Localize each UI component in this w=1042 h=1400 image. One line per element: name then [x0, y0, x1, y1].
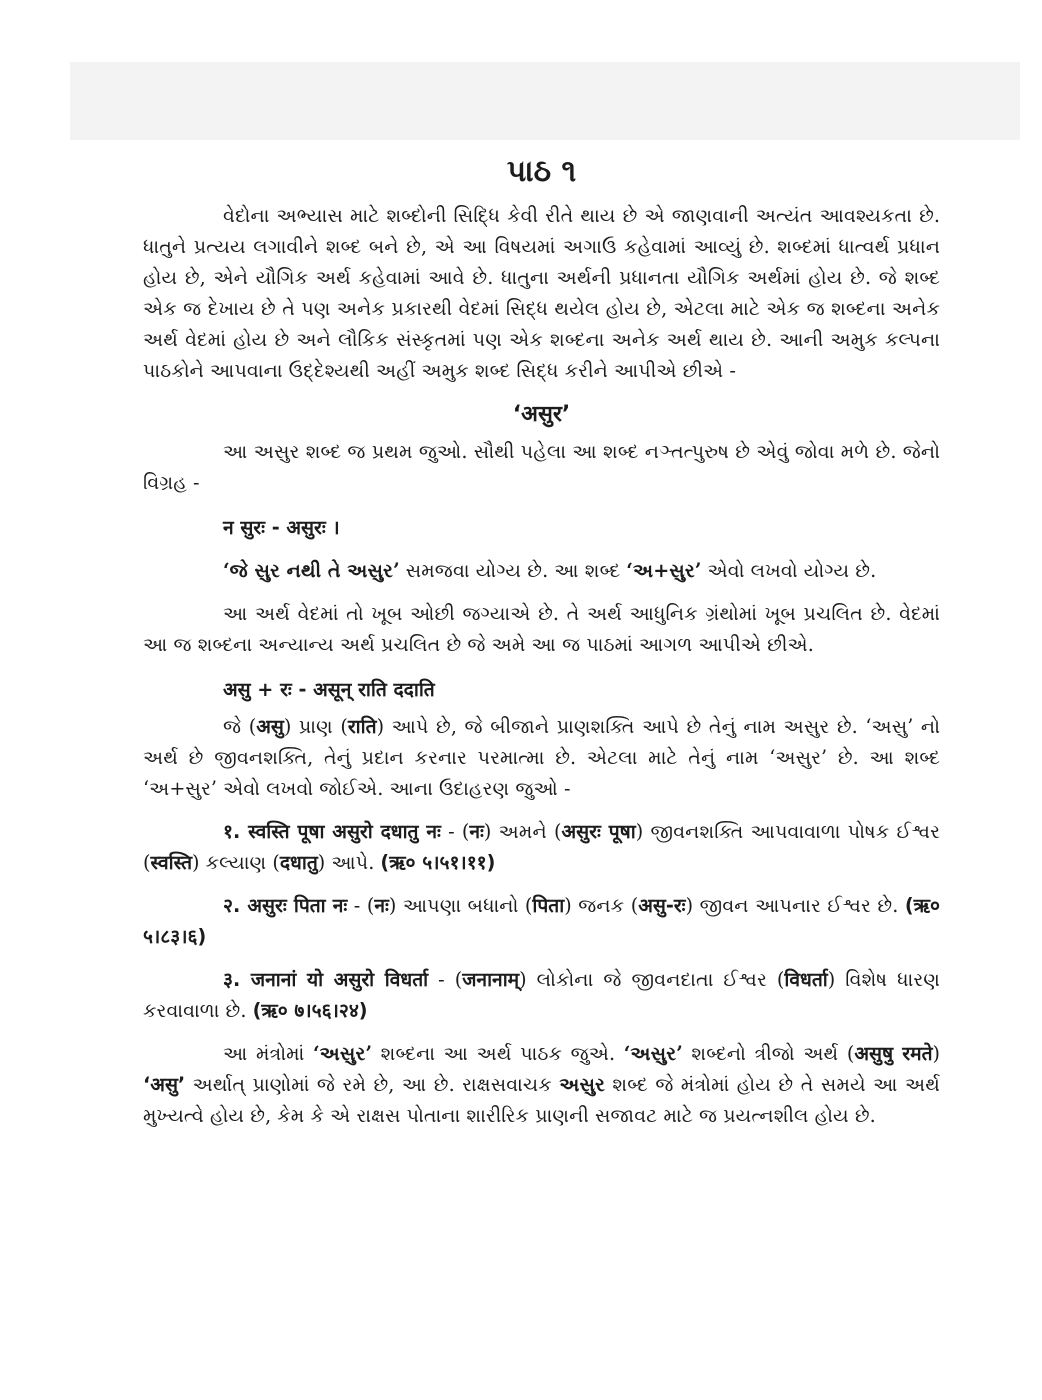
- example-1-b1: नः: [469, 820, 484, 843]
- example-1-t2: ) અમને (: [483, 820, 562, 843]
- example-3-t1: - (: [428, 968, 463, 991]
- example-1: [143, 816, 940, 878]
- example-3-reference: (ऋ० ७।५६।२४): [252, 999, 368, 1022]
- closing-t5: અર્થાત્ પ્રાણોમાં જે રમે છે, આ છે. રાક્ષસવાચક: [185, 1073, 560, 1096]
- def2-text-2: ) પ્રાણ (: [283, 715, 348, 738]
- def2-text-3: ) આપે છે, જે બીજાને પ્રાણશક્તિ આપે છે તેનું નામ અસુર છે. ‘અસુ’ નો અર્થ છે જીવનશક્તિ, તેનું પ્રદાન કરનાર પરમાત્મા છે. એટલા માટે તેનું નામ ‘અસુર’ છે. આ શબ્દ ‘અ+સુર’ એવો લખવો જોઈએ. આના ઉદાહરણ જુઓ -: [143, 715, 940, 800]
- closing-b3: असुषु रमते: [854, 1042, 933, 1065]
- closing-b1: ‘અસુર’: [312, 1042, 373, 1065]
- example-1-t1: - (: [440, 820, 470, 843]
- example-3-t3: ) વિશેષ ધારણ કરવાવાળા છે.: [143, 968, 941, 1022]
- formula-asu-ra: [143, 674, 940, 705]
- example-2-reference: (ऋ० ५।८३।६): [143, 894, 940, 948]
- def1-bold-a: ‘જે સુર નથી તે અસુર’: [223, 559, 400, 582]
- closing-t3: શબ્દનો ત્રીજો અર્થ (: [682, 1042, 855, 1065]
- def1-text-a: સમજવા યોગ્ય છે. આ શબ્દ: [399, 559, 627, 582]
- def2-bold-2: राति: [347, 715, 377, 738]
- example-2-t3: ) જનક (: [564, 894, 639, 917]
- def1-text-b: એવો લખવો યોગ્ય છે.: [701, 559, 877, 582]
- example-3: [143, 964, 940, 1026]
- example-3-t2: ) લોકોના જે જીવનદાતા ઈશ્વર (: [519, 968, 785, 991]
- example-1-b2: असुरः पूषा: [561, 820, 636, 843]
- closing-b4: ‘असु’: [143, 1073, 186, 1096]
- example-1-reference: (ऋ० ५।५१।११): [380, 851, 496, 874]
- definition-two: [143, 711, 940, 804]
- closing-b5: અસુર: [559, 1073, 605, 1096]
- example-3-mantra: ३. जनानां यो असुरो विधर्ता: [223, 968, 429, 991]
- formula-negation-text: न सुरः - असुरः ।: [223, 516, 340, 539]
- def1-bold-b: ‘અ+સુર’: [626, 559, 702, 582]
- closing-t6: શબ્દ જે મંત્રોમાં હોય છે તે સમયે આ અર્થ મુખ્યત્વે હોય છે, કેમ કે એ રાક્ષસ પોતાના શારીરિક પ્રાણની સજાવટ માટે જ પ્રયત્નશીલ હોય છે.: [143, 1073, 940, 1127]
- formula-negation: [143, 512, 940, 543]
- example-2-b1: नः: [374, 894, 389, 917]
- header-band: [70, 62, 1020, 140]
- closing-b2: ‘અસુર’: [623, 1042, 683, 1065]
- example-2: [143, 890, 940, 952]
- intro-paragraph: વેદોના અભ્યાસ માટે શબ્દોની સિદ્ધિ કેવી રીતે થાય છે એ જાણવાની અત્યંત આવશ્યકતા છે. ધાતુને પ્રત્યય લગાવીને શબ્દ બને છે, એ આ વિષયમાં અગાઉ કહેવામાં આવ્યું છે. શબ્દમાં ધાત્વર્થ પ્રધાન હોય છે, એને યૌગિક અર્થ કહેવામાં આવે છે. ધાતુના અર્થની પ્રધાનતા યૌગિક અર્થમાં હોય છે. જે શબ્દ એક જ દેખાય છે તે પણ અનેક પ્રકારથી વેદમાં સિદ્ધ થયેલ હોય છે, એટલા માટે એક જ શબ્દના અનેક અર્થ વેદમાં હોય છે અને લૌકિક સંસ્કૃતમાં પણ એક શબ્દના અનેક અર્થ થાય છે. આની અમુક કલ્પના પાઠકોને આપવાના ઉદ્દેશ્યથી અહીં અમુક શબ્દ સિદ્ધ કરીને આપીએ છીએ -: [143, 204, 940, 382]
- example-2-t2: ) આપણા બધાનો (: [388, 894, 533, 917]
- closing-t4: ): [932, 1042, 941, 1065]
- example-1-mantra: १. स्वस्ति पूषा असुरो दधातु नः: [223, 820, 441, 843]
- example-1-t4: ) કલ્યાણ (: [192, 851, 280, 874]
- example-1-t3: ) જીવનશક્તિ આપવાવાળા પોષક ઈશ્વર (: [143, 820, 940, 874]
- page-content: [143, 150, 940, 1131]
- usage-paragraph: આ અર્થ વેદમાં તો ખૂબ ઓછી જગ્યાએ છે. તે અર્થ આધુનિક ગ્રંથોમાં ખૂબ પ્રચલિત છે. વેદમાં આ જ શબ્દના અન્યાન્ય અર્થ પ્રચલિત છે જે અમે આ જ પાઠમાં આગળ આપીએ છીએ.: [143, 602, 940, 656]
- example-2-mantra: २. असुरः पिता नः: [223, 894, 348, 917]
- closing-t2: શબ્દના આ અર્થ પાઠક જુએ.: [372, 1042, 624, 1065]
- example-2-b3: असु-रः: [638, 894, 686, 917]
- example-1-t5: ) આપે.: [317, 851, 381, 874]
- formula-asu-ra-text: असु + रः - असून् राति ददाति: [223, 678, 435, 701]
- asura-paragraph: આ અસુર શબ્દ જ પ્રથમ જુઓ. સૌથી પહેલા આ શબ્દ નઞ્તત્પુરુષ છે એવું જોવા મળે છે. જેનો વિગ્રહ -: [143, 440, 940, 494]
- closing-paragraph: [143, 1038, 940, 1131]
- def2-bold-1: असु: [256, 715, 284, 738]
- example-3-b1: जनानाम्: [462, 968, 520, 991]
- example-3-b2: विधर्ता: [784, 968, 828, 991]
- example-1-b4: दधातु: [279, 851, 318, 874]
- example-2-b2: पिता: [532, 894, 565, 917]
- closing-t1: આ મંત્રોમાં: [223, 1042, 313, 1065]
- definition-one: [143, 555, 940, 586]
- lesson-title: પાઠ ૧: [506, 154, 577, 189]
- def2-text-1: જે (: [223, 715, 257, 738]
- example-2-t1: - (: [347, 894, 375, 917]
- example-1-b3: स्वस्ति: [150, 851, 193, 874]
- example-2-t4: ) જીવન આપનાર ઈશ્વર છે.: [685, 894, 905, 917]
- section-heading: ‘असुर’: [512, 402, 571, 427]
